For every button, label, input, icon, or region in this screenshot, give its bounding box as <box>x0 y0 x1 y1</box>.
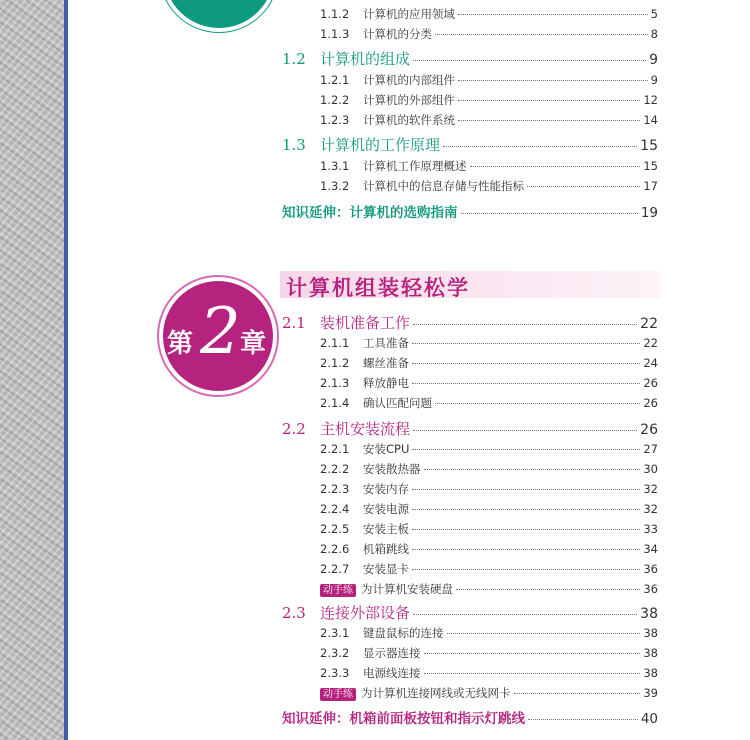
toc-page-number: 15 <box>640 138 658 154</box>
toc-title: 安装CPU <box>363 442 410 456</box>
toc-page-number: 38 <box>643 626 658 640</box>
toc-subsection <box>320 26 658 42</box>
toc-title: 计算机工作原理概述 <box>363 159 467 173</box>
toc-number: 2.1.2 <box>320 356 350 370</box>
toc-number: 1.3.1 <box>320 159 350 173</box>
toc-page-number: 24 <box>643 356 658 370</box>
toc-subsection <box>320 481 658 497</box>
toc-page-number: 32 <box>643 502 658 516</box>
toc-subsection <box>320 395 658 411</box>
toc-number: 1.1.2 <box>320 7 350 21</box>
toc-page-number: 12 <box>643 93 658 107</box>
toc-page-number: 27 <box>643 442 658 456</box>
toc-leader <box>413 429 637 431</box>
toc-leader <box>412 342 640 344</box>
toc-number: 1.2.1 <box>320 73 350 87</box>
toc-page-number: 39 <box>643 686 658 700</box>
toc-title: 计算机的组成 <box>320 50 411 68</box>
toc-page-number: 17 <box>643 179 658 193</box>
toc-number: 2.2.1 <box>320 442 350 456</box>
toc-page-number: 26 <box>643 376 658 390</box>
toc-number: 2.1.3 <box>320 376 350 390</box>
toc-subsection <box>320 461 658 477</box>
toc-subsection <box>320 178 658 194</box>
toc-title: 工具准备 <box>363 336 409 350</box>
toc-title: 计算机的工作原理 <box>320 136 441 154</box>
toc-page-number: 22 <box>640 316 658 332</box>
toc-leader <box>470 165 641 167</box>
toc-subsection <box>320 158 658 174</box>
toc-subsection <box>320 665 658 681</box>
toc-section <box>282 48 658 69</box>
toc-page-number: 9 <box>650 73 658 87</box>
practice-tag: 动手练 <box>320 688 356 701</box>
toc-leader <box>412 508 640 510</box>
toc-leader <box>461 212 638 214</box>
toc-page-number: 22 <box>643 336 658 350</box>
toc-number: 2.3.2 <box>320 646 350 660</box>
toc-title: 确认匹配问题 <box>363 396 432 410</box>
toc-extension <box>282 707 658 727</box>
toc-page-number: 38 <box>640 606 658 622</box>
toc-leader <box>412 448 640 450</box>
toc-number: 2.1.1 <box>320 336 350 350</box>
toc-number: 1.3 <box>282 136 306 154</box>
toc-title: 计算机中的信息存储与性能指标 <box>363 179 524 193</box>
toc-number: 2.2.3 <box>320 482 350 496</box>
toc-leader <box>527 185 640 187</box>
toc-leader <box>413 323 637 325</box>
toc-page-number: 32 <box>643 482 658 496</box>
toc-leader <box>424 672 641 674</box>
chapter-2-title: 计算机组装轻松学 <box>286 276 470 300</box>
toc-number: 1.1.3 <box>320 27 350 41</box>
toc-page-number: 19 <box>640 205 658 221</box>
toc-section <box>282 418 658 439</box>
background-texture <box>0 0 64 740</box>
toc-title: 键盘鼠标的连接 <box>363 626 444 640</box>
toc-practice <box>320 685 658 701</box>
toc-title: 显示器连接 <box>363 646 421 660</box>
toc-number: 2.1 <box>282 314 306 332</box>
toc-subsection <box>320 112 658 128</box>
toc-leader <box>458 79 648 81</box>
toc-number: 2.3.3 <box>320 666 350 680</box>
toc-page-number: 34 <box>643 542 658 556</box>
toc-number: 2.2.4 <box>320 502 350 516</box>
toc-leader <box>447 632 641 634</box>
toc-number: 2.2 <box>282 420 306 438</box>
toc-leader <box>528 718 638 720</box>
toc-extension <box>282 201 658 221</box>
toc-practice <box>320 581 658 597</box>
toc-title: 释放静电 <box>363 376 409 390</box>
toc-page-number: 15 <box>643 159 658 173</box>
toc-number: 2.2.2 <box>320 462 350 476</box>
toc-title: 知识延伸：计算机的选购指南 <box>282 205 458 221</box>
toc-page-number: 26 <box>643 396 658 410</box>
toc-leader <box>412 362 640 364</box>
toc-number: 1.3.2 <box>320 179 350 193</box>
toc-title: 机箱跳线 <box>363 542 409 556</box>
toc-leader <box>424 468 641 470</box>
toc-section <box>282 312 658 333</box>
toc-title: 安装内存 <box>363 482 409 496</box>
toc-section <box>282 134 658 155</box>
toc-title: 为计算机安装硬盘 <box>361 582 453 596</box>
chapter-badge-prefix: 第 <box>167 329 194 359</box>
chapter-badge-number: 2 <box>200 295 241 369</box>
toc-number: 2.1.4 <box>320 396 350 410</box>
toc-title: 连接外部设备 <box>320 604 411 622</box>
toc-page-number: 38 <box>643 666 658 680</box>
toc-leader <box>458 99 640 101</box>
toc-leader <box>412 548 640 550</box>
toc-leader <box>456 588 640 590</box>
toc-subsection <box>320 645 658 661</box>
toc-subsection <box>320 625 658 641</box>
toc-leader <box>412 528 640 530</box>
toc-number: 1.2.3 <box>320 113 350 127</box>
toc-leader <box>412 488 640 490</box>
toc-leader <box>413 59 646 61</box>
toc-title: 安装电源 <box>363 502 409 516</box>
toc-section <box>282 602 658 623</box>
toc-subsection <box>320 355 658 371</box>
toc-leader <box>424 652 641 654</box>
toc-number: 2.3.1 <box>320 626 350 640</box>
toc-page-number: 36 <box>643 582 658 596</box>
toc-number: 1.2.2 <box>320 93 350 107</box>
toc-number: 2.2.5 <box>320 522 350 536</box>
toc-leader <box>458 119 640 121</box>
toc-number: 2.2.7 <box>320 562 350 576</box>
toc-page-number: 33 <box>643 522 658 536</box>
toc-leader <box>412 382 640 384</box>
toc-title: 电源线连接 <box>363 666 421 680</box>
toc-page-number: 38 <box>643 646 658 660</box>
toc-leader <box>413 613 637 615</box>
toc-page-number: 14 <box>643 113 658 127</box>
toc-title: 知识延伸：机箱前面板按钮和指示灯跳线 <box>282 711 525 727</box>
toc-title: 计算机的软件系统 <box>363 113 455 127</box>
toc-title: 主机安装流程 <box>320 420 411 438</box>
toc-title: 计算机的内部组件 <box>363 73 455 87</box>
toc-title: 安装主板 <box>363 522 409 536</box>
practice-tag: 动手练 <box>320 584 356 597</box>
toc-title: 计算机的外部组件 <box>363 93 455 107</box>
toc-title: 计算机的分类 <box>363 27 432 41</box>
toc-subsection <box>320 521 658 537</box>
toc-leader <box>514 692 641 694</box>
toc-title: 安装显卡 <box>363 562 409 576</box>
toc-subsection <box>320 375 658 391</box>
toc-subsection <box>320 501 658 517</box>
chapter-2-badge <box>159 277 277 395</box>
toc-subsection <box>320 6 658 22</box>
toc-title: 为计算机连接网线或无线网卡 <box>361 686 511 700</box>
toc-page-number: 36 <box>643 562 658 576</box>
toc-page-number: 9 <box>649 52 658 68</box>
toc-leader <box>412 568 640 570</box>
chapter-badge-suffix: 章 <box>240 329 267 359</box>
toc-page-number: 30 <box>643 462 658 476</box>
toc-page-number: 5 <box>650 7 658 21</box>
toc-subsection <box>320 72 658 88</box>
toc-page-number: 40 <box>640 711 658 727</box>
toc-page-number: 8 <box>650 27 658 41</box>
toc-leader <box>458 13 648 15</box>
toc-subsection <box>320 441 658 457</box>
toc-title: 螺丝准备 <box>363 356 409 370</box>
toc-subsection <box>320 92 658 108</box>
toc-number: 2.2.6 <box>320 542 350 556</box>
toc-title: 计算机的应用领域 <box>363 7 455 21</box>
toc-subsection <box>320 561 658 577</box>
toc-number: 1.2 <box>282 50 306 68</box>
toc-title: 装机准备工作 <box>320 314 411 332</box>
toc-subsection <box>320 541 658 557</box>
toc-leader <box>435 33 648 35</box>
toc-leader <box>443 145 637 147</box>
toc-number: 2.3 <box>282 604 306 622</box>
toc-page-number: 26 <box>640 422 658 438</box>
toc-title: 安装散热器 <box>363 462 421 476</box>
toc-leader <box>435 402 640 404</box>
toc-subsection <box>320 335 658 351</box>
